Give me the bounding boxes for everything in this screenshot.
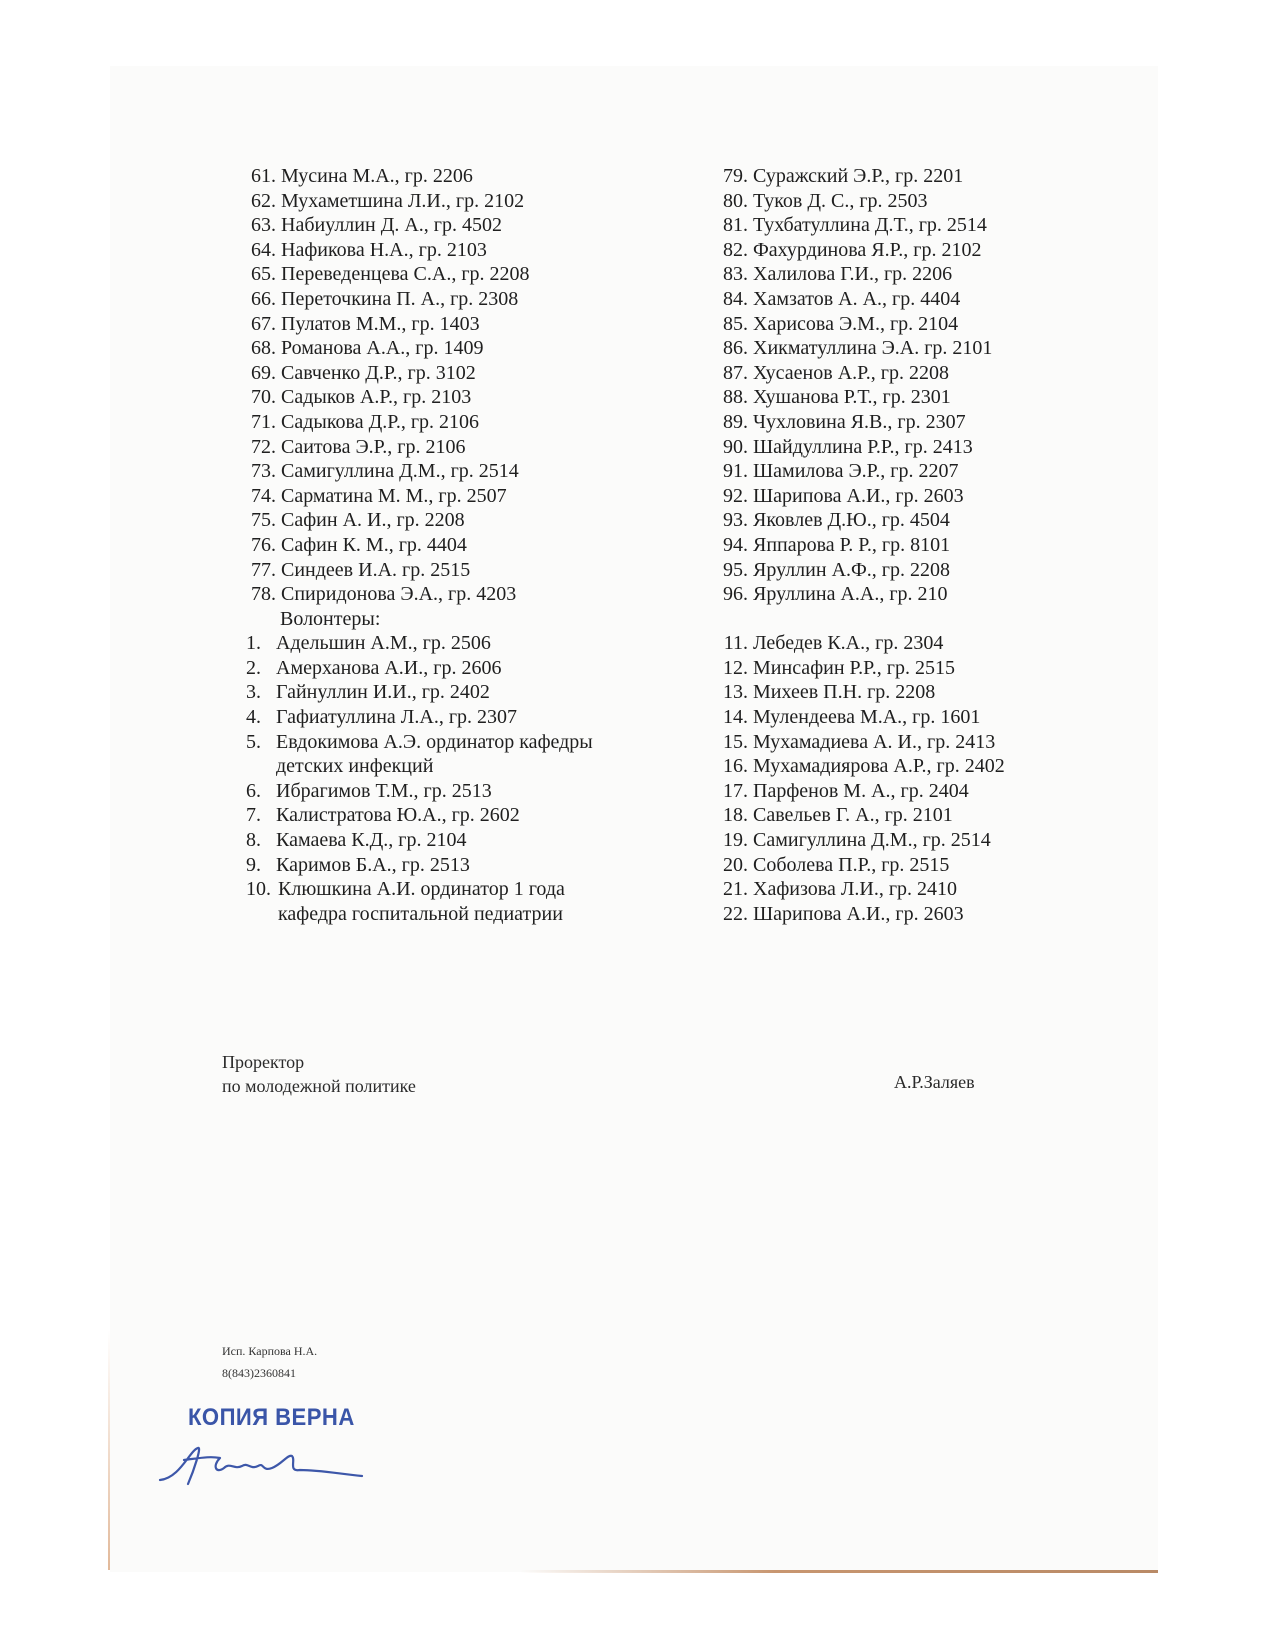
item-text: Мухамадиярова А.Р., гр. 2402 — [753, 755, 1005, 778]
list-item — [246, 484, 686, 509]
item-number: 64. — [251, 238, 276, 261]
item-text: Спиридонова Э.А., гр. 4203 — [281, 583, 517, 606]
list-item — [246, 779, 686, 804]
list-item — [718, 902, 1118, 927]
volunteers-heading — [246, 607, 686, 632]
column-spacer — [718, 607, 1118, 632]
list-item — [246, 312, 686, 337]
item-number: 86. — [723, 337, 748, 360]
item-text: Камаева К.Д., гр. 2104 — [276, 829, 467, 852]
list-item — [718, 680, 1118, 705]
list-item — [718, 287, 1118, 312]
list-item — [718, 828, 1118, 853]
item-text: Переведенцева С.А., гр. 2208 — [281, 263, 530, 286]
item-number: 11. — [723, 632, 748, 655]
item-number: 96. — [723, 583, 748, 606]
item-text: Фахурдинова Я.Р., гр. 2102 — [753, 238, 982, 261]
item-text: Калистратова Ю.А., гр. 2602 — [276, 804, 520, 827]
item-text: Шарипова А.И., гр. 2603 — [753, 484, 964, 507]
item-number: 88. — [723, 386, 748, 409]
list-item — [718, 853, 1118, 878]
item-text: Хусаенов А.Р., гр. 2208 — [753, 361, 949, 384]
item-text: Пулатов М.М., гр. 1403 — [281, 312, 480, 335]
paper-edge — [108, 1330, 110, 1570]
executor-info — [222, 1340, 317, 1384]
list-item — [246, 730, 686, 779]
item-text: Хамзатов А. А., гр. 4404 — [753, 287, 961, 310]
item-number: 1. — [246, 632, 261, 655]
item-text: Савченко Д.Р., гр. 3102 — [281, 361, 476, 384]
stamp-copy-verified: КОПИЯ ВЕРНА — [188, 1404, 355, 1431]
position-line-1: Проректор — [222, 1052, 305, 1072]
item-number: 5. — [246, 730, 261, 753]
item-text: Яруллин А.Ф., гр. 2208 — [753, 558, 951, 581]
list-item — [246, 582, 686, 607]
list-item — [718, 730, 1118, 755]
item-number: 95. — [723, 558, 748, 581]
list-item — [718, 779, 1118, 804]
list-item — [718, 705, 1118, 730]
item-text: Минсафин Р.Р., гр. 2515 — [753, 656, 956, 679]
item-number: 66. — [251, 287, 276, 310]
item-number: 2. — [246, 656, 261, 679]
item-number: 75. — [251, 509, 276, 532]
list-item — [718, 631, 1118, 656]
item-number: 4. — [246, 706, 261, 729]
list-item — [718, 385, 1118, 410]
list-item — [718, 189, 1118, 214]
list-item — [246, 238, 686, 263]
list-item — [246, 164, 686, 189]
item-number: 14. — [723, 706, 748, 729]
list-item — [246, 803, 686, 828]
list-item — [246, 680, 686, 705]
list-item — [718, 312, 1118, 337]
executor-name: Исп. Карпова Н.А. — [222, 1344, 318, 1358]
position-line-2: по молодежной политике — [222, 1076, 416, 1096]
signoff-name: А.Р.Заляев — [894, 1072, 975, 1092]
list-item — [246, 508, 686, 533]
item-number: 82. — [723, 238, 748, 261]
item-number: 78. — [251, 583, 276, 606]
handwritten-signature — [150, 1440, 370, 1490]
item-number: 15. — [723, 730, 748, 753]
item-number: 19. — [723, 829, 748, 852]
item-text: Тухбатуллина Д.Т., гр. 2514 — [753, 214, 987, 237]
executor-phone: 8(843)2360841 — [222, 1366, 296, 1380]
item-number: 77. — [251, 558, 276, 581]
list-item — [718, 656, 1118, 681]
item-number: 92. — [723, 484, 748, 507]
list-item — [246, 189, 686, 214]
item-number: 6. — [246, 779, 261, 802]
item-text: Сафин К. М., гр. 4404 — [281, 533, 467, 556]
item-number: 17. — [723, 779, 748, 802]
right-column — [718, 164, 1118, 926]
item-number: 74. — [251, 484, 276, 507]
list-item — [246, 287, 686, 312]
item-text: Набиуллин Д. А., гр. 4502 — [281, 214, 502, 237]
item-text: Гайнуллин И.И., гр. 2402 — [276, 681, 490, 704]
item-number: 12. — [723, 656, 748, 679]
item-text: Евдокимова А.Э. ординатор кафедры детских инфекций — [276, 730, 593, 778]
item-number: 76. — [251, 533, 276, 556]
item-number: 71. — [251, 410, 276, 433]
list-item — [718, 803, 1118, 828]
list-item — [718, 877, 1118, 902]
item-number: 84. — [723, 287, 748, 310]
list-item — [246, 262, 686, 287]
list-item — [718, 558, 1118, 583]
list-item — [246, 459, 686, 484]
list-item — [718, 164, 1118, 189]
list-item — [246, 213, 686, 238]
item-text: Шамилова Э.Р., гр. 2207 — [753, 460, 959, 483]
item-text: Саитова Э.Р., гр. 2106 — [281, 435, 466, 458]
item-text: Синдеев И.А. гр. 2515 — [281, 558, 471, 581]
item-text: Переточкина П. А., гр. 2308 — [281, 287, 519, 310]
item-number: 63. — [251, 214, 276, 237]
item-number: 83. — [723, 263, 748, 286]
item-number: 16. — [723, 755, 748, 778]
item-number: 20. — [723, 853, 748, 876]
list-item — [718, 484, 1118, 509]
item-text: Сарматина М. М., гр. 2507 — [281, 484, 507, 507]
volunteer-list-right — [718, 631, 1118, 926]
item-number: 62. — [251, 189, 276, 212]
item-text: Романова А.А., гр. 1409 — [281, 337, 484, 360]
item-text: Соболева П.Р., гр. 2515 — [753, 853, 950, 876]
paper-edge — [520, 1570, 1158, 1573]
item-number: 9. — [246, 853, 261, 876]
list-item — [718, 361, 1118, 386]
item-text: Сафин А. И., гр. 2208 — [281, 509, 465, 532]
list-item — [246, 877, 686, 926]
item-number: 3. — [246, 681, 261, 704]
item-text: Садыкова Д.Р., гр. 2106 — [281, 410, 480, 433]
left-column — [246, 164, 686, 926]
list-item — [246, 631, 686, 656]
item-text: Мулендеева М.А., гр. 1601 — [753, 706, 981, 729]
item-number: 91. — [723, 460, 748, 483]
item-text: Чухловина Я.В., гр. 2307 — [753, 410, 966, 433]
item-text: Самигуллина Д.М., гр. 2514 — [753, 829, 991, 852]
list-item — [718, 238, 1118, 263]
item-text: Яруллина А.А., гр. 210 — [753, 583, 948, 606]
signoff-position — [222, 1050, 416, 1098]
item-number: 7. — [246, 804, 261, 827]
item-text: Мухамадиева А. И., гр. 2413 — [753, 730, 996, 753]
list-item — [246, 410, 686, 435]
list-item — [246, 336, 686, 361]
item-text: Лебедев К.А., гр. 2304 — [753, 632, 944, 655]
item-number: 90. — [723, 435, 748, 458]
item-text: Суражский Э.Р., гр. 2201 — [753, 165, 964, 187]
item-text: Гафиатуллина Л.А., гр. 2307 — [276, 706, 518, 729]
item-number: 89. — [723, 410, 748, 433]
list-item — [246, 435, 686, 460]
list-item — [718, 213, 1118, 238]
item-number: 69. — [251, 361, 276, 384]
item-number: 65. — [251, 263, 276, 286]
list-item — [718, 754, 1118, 779]
item-number: 18. — [723, 804, 748, 827]
item-text: Амерханова А.И., гр. 2606 — [276, 656, 502, 679]
item-text: Хушанова Р.Т., гр. 2301 — [753, 386, 951, 409]
student-list-right — [718, 164, 1118, 607]
item-text: Савельев Г. А., гр. 2101 — [753, 804, 953, 827]
item-text: Адельшин А.М., гр. 2506 — [276, 632, 491, 655]
list-item — [718, 410, 1118, 435]
item-number: 68. — [251, 337, 276, 360]
list-item — [246, 656, 686, 681]
item-number: 73. — [251, 460, 276, 483]
item-number: 81. — [723, 214, 748, 237]
item-number: 8. — [246, 829, 261, 852]
item-text: Яппарова Р. Р., гр. 8101 — [753, 533, 951, 556]
item-number: 87. — [723, 361, 748, 384]
item-number: 61. — [251, 165, 276, 187]
item-text: Мусина М.А., гр. 2206 — [281, 165, 473, 187]
item-text: Харисова Э.М., гр. 2104 — [753, 312, 959, 335]
list-item — [246, 361, 686, 386]
item-number: 80. — [723, 189, 748, 212]
list-item — [246, 558, 686, 583]
item-number: 22. — [723, 902, 748, 925]
item-text: Нафикова Н.А., гр. 2103 — [281, 238, 487, 261]
item-number: 85. — [723, 312, 748, 335]
list-item — [718, 262, 1118, 287]
item-number: 70. — [251, 386, 276, 409]
item-number: 10. — [246, 878, 271, 901]
list-item — [246, 533, 686, 558]
item-text: Садыков А.Р., гр. 2103 — [281, 386, 472, 409]
list-item — [246, 853, 686, 878]
volunteer-list-left — [246, 631, 686, 926]
item-text: Шарипова А.И., гр. 2603 — [753, 902, 964, 925]
item-text: Туков Д. С., гр. 2503 — [753, 189, 928, 212]
item-text: Парфенов М. А., гр. 2404 — [753, 779, 969, 802]
item-text: Халилова Г.И., гр. 2206 — [753, 263, 953, 286]
item-text: Ибрагимов Т.М., гр. 2513 — [276, 779, 492, 802]
item-number: 67. — [251, 312, 276, 335]
item-text: Самигуллина Д.М., гр. 2514 — [281, 460, 519, 483]
list-item — [246, 828, 686, 853]
list-item — [718, 508, 1118, 533]
item-number: 93. — [723, 509, 748, 532]
list-item — [718, 435, 1118, 460]
item-number: 72. — [251, 435, 276, 458]
item-text: Мухаметшина Л.И., гр. 2102 — [281, 189, 525, 212]
list-item — [718, 459, 1118, 484]
list-item — [246, 385, 686, 410]
item-text: Хафизова Л.И., гр. 2410 — [753, 878, 958, 901]
item-text: Клюшкина А.И. ординатор 1 года кафедра госпитальной педиатрии — [278, 878, 565, 925]
list-item — [718, 533, 1118, 558]
item-number: 94. — [723, 533, 748, 556]
list-item — [718, 582, 1118, 607]
item-number: 21. — [723, 878, 748, 901]
item-text: Хикматуллина Э.А. гр. 2101 — [753, 337, 993, 360]
item-number: 13. — [723, 681, 748, 704]
item-text: Шайдуллина Р.Р., гр. 2413 — [753, 435, 973, 458]
student-list-left — [246, 164, 686, 607]
volunteers-title: Волонтеры: — [280, 607, 381, 630]
item-text: Яковлев Д.Ю., гр. 4504 — [753, 509, 950, 532]
item-number: 79. — [723, 165, 748, 187]
list-item — [718, 336, 1118, 361]
item-text: Михеев П.Н. гр. 2208 — [753, 681, 936, 704]
list-item — [246, 705, 686, 730]
item-text: Каримов Б.А., гр. 2513 — [276, 853, 470, 876]
